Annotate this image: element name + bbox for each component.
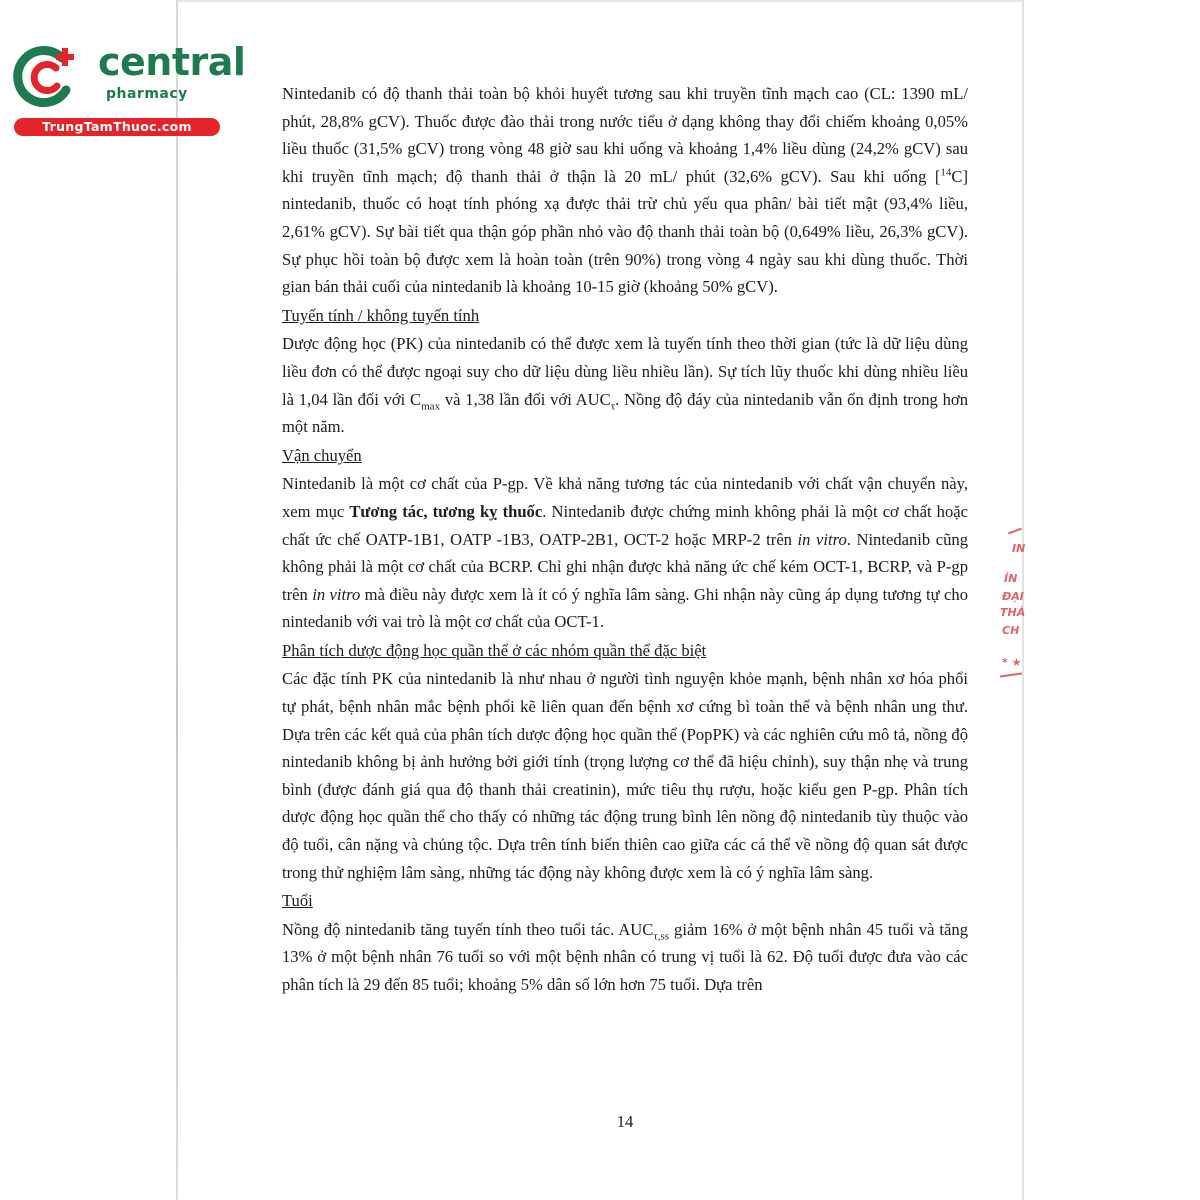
stamp-text: THÀ xyxy=(1000,606,1026,619)
pharmacy-cross-logo-icon xyxy=(10,40,82,112)
logo-subtitle: pharmacy xyxy=(106,86,188,102)
stamp-text: CH xyxy=(1002,624,1020,637)
logo-url-badge[interactable]: TrungTamThuoc.com xyxy=(14,118,220,136)
stamp-text: IN xyxy=(1012,542,1026,555)
stamp-text: ÍN xyxy=(1004,572,1018,585)
heading-transport: Vận chuyển xyxy=(282,445,362,465)
paragraph-age: Nồng độ nintedanib tăng tuyến tính theo tuổi tác. $AUC_{\tau,ss}$ giảm 16% ở một bệnh nhân 45 tuổi và tăng 13% ở một bệnh nhân 76 tuổi so với một bệnh nhân có trung vị tuổi là 62. Độ tuổi được đưa vào các phân tích là 29 đến 85 tuổi; khoảng 5% dân số lớn hơn 75 tuổi. Dựa trên xyxy=(282,919,968,994)
paragraph-population-pk: Các đặc tính PK của nintedanib là như nhau ở người tình nguyện khỏe mạnh, bệnh nhân xơ hóa phổi tự phát, bệnh nhân mắc bệnh phổi kẽ liên quan đến bệnh xơ cứng bì toàn thể và bệnh nhân ung thư. Dựa trên các kết quả của phân tích dược động học quần thể (PopPK) và các nghiên cứu mô tả, nồng độ nintedanib không bị ảnh hưởng bởi giới tính (trọng lượng cơ thể đã hiệu chỉnh), suy thận nhẹ và trung bình (được đánh giá qua độ thanh thải creatinin), mức tiêu thụ rượu, hoặc kiểu gen P-gp. Phân tích dược động học quần thể cho thấy có những tác động trung bình lên nồng độ nintedanib tùy thuộc vào độ tuổi, cân nặng và chủng tộc. Dựa trên tính biến thiên cao giữa các cá thể về nồng độ quan sát được trong thử nghiệm lâm sàng, những tác động này không được xem là có ý nghĩa lâm sàng. xyxy=(282,669,968,882)
scan-edge-left xyxy=(176,0,178,1200)
page-number: 14 xyxy=(616,1112,634,1131)
paragraph-elimination: Nintedanib có độ thanh thải toàn bộ khỏi huyết tương sau khi truyền tĩnh mạch cao (CL: 1390 mL/ phút, 28,8% gCV). Thuốc được đào thải trong nước tiểu ở dạng không thay đổi chiếm khoảng 0,05% liều thuốc (31,5% gCV) trong vòng 48 giờ sau khi uống và khoảng 1,4% liều dùng (24,2% gCV) sau khi truyền tĩnh mạch; độ thanh thải ở thận là 20 mL/ phút (32,6% gCV). Sau khi uống [$^{14}$C] nintedanib, thuốc có hoạt tính phóng xạ được thải trừ chủ yếu qua phân/ bài tiết mật (93,4% liều, 2,61% gCV). Sự bài tiết qua thận góp phần nhỏ vào độ thanh thải toàn bộ (0,649% liều, 26,3% gCV). Sự phục hồi toàn bộ được xem là hoàn toàn (trên 90%) trong vòng 4 ngày sau khi dùng thuốc. Thời gian bán thải cuối của nintedanib là khoảng 10-15 giờ (khoảng 50% gCV). xyxy=(282,84,968,297)
stamp-text: ĐẠI xyxy=(1002,590,1024,603)
central-pharmacy-logo[interactable] xyxy=(10,36,246,136)
document-body xyxy=(282,80,968,999)
red-stamp-fragment xyxy=(998,524,1032,684)
logo-wordmark: central xyxy=(98,40,246,84)
heading-age: Tuổi xyxy=(282,891,313,911)
stamp-text: * ★ xyxy=(1002,656,1022,669)
heading-linearity: Tuyến tính / không tuyến tính xyxy=(282,305,480,325)
paragraph-linearity: Dược động học (PK) của nintedanib có thể được xem là tuyến tính theo thời gian (tức là dữ liệu dùng liều đơn có thể được ngoại suy cho dữ liệu dùng liều nhiều lần). Sự tích lũy thuốc khi dùng nhiều liều là 1,04 lần đối với $C_{max}$ và 1,38 lần đối với $AUC_\tau$. Nồng độ đáy của nintedanib vẫn ổn định trong hơn một năm. xyxy=(282,334,968,437)
heading-population-pk: Phân tích dược động học quần thể ở các nhóm quần thể đặc biệt xyxy=(282,640,707,660)
scan-edge-top xyxy=(178,0,1022,2)
paragraph-transport: Nintedanib là một cơ chất của P-gp. Về khả năng tương tác của nintedanib với chất vận chuyển này, xem mục Tương tác, tương kỵ thuốc. Nintedanib được chứng minh không phải là một cơ chất hoặc chất ức chế OATP-1B1, OATP -1B3, OATP-2B1, OCT-2 hoặc MRP-2 trên in vitro. Nintedanib cũng không phải là một cơ chất của BCRP. Chỉ ghi nhận được khả năng ức chế kém OCT-1, BCRP, và P-gp trên in vitro mà điều này được xem là ít có ý nghĩa lâm sàng. Ghi nhận này cũng áp dụng tương tự cho nintedanib với vai trò là một cơ chất của OCT-1. xyxy=(282,474,969,632)
